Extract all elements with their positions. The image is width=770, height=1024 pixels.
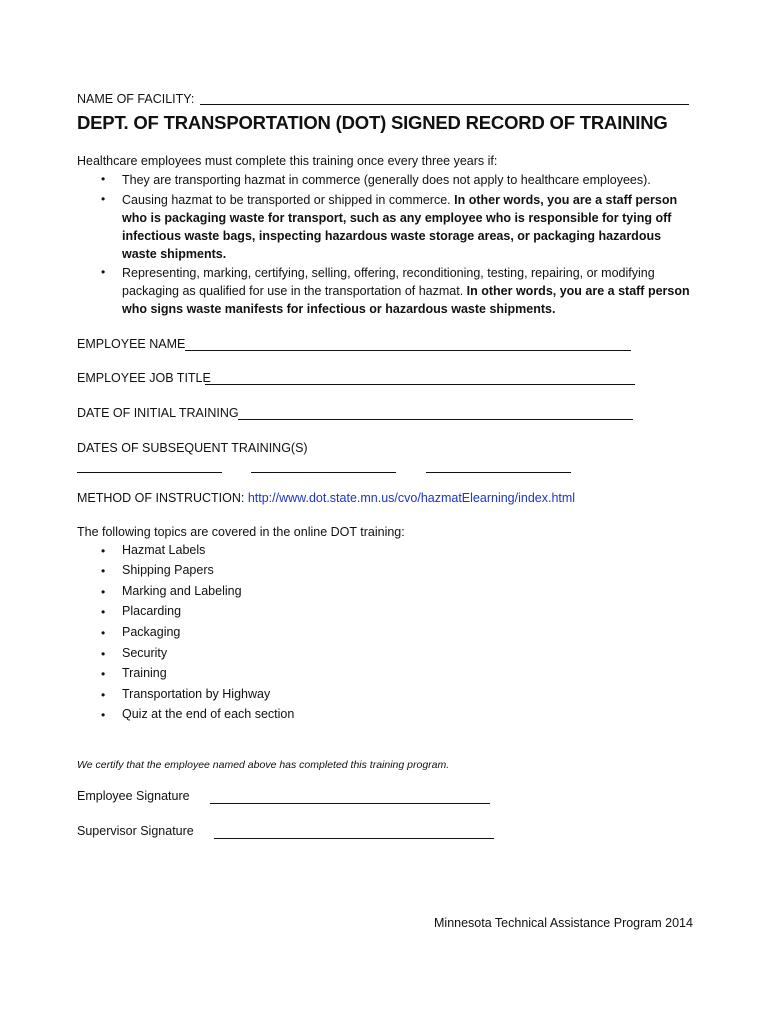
- bullet-icon: •: [101, 544, 106, 558]
- supervisor-signature-line[interactable]: [214, 838, 494, 839]
- topic-item: Marking and Labeling: [122, 584, 242, 598]
- bullet-icon: •: [101, 172, 106, 186]
- bullet-icon: •: [101, 564, 106, 578]
- bullet-icon: •: [101, 585, 106, 599]
- dates-subsequent-label: DATES OF SUBSEQUENT TRAINING(S): [77, 441, 308, 455]
- bullet-icon: •: [101, 192, 106, 206]
- date-initial-label: DATE OF INITIAL TRAINING: [77, 406, 239, 420]
- topics-intro: The following topics are covered in the online DOT training:: [77, 525, 405, 539]
- certify-statement: We certify that the employee named above has completed this training program.: [77, 759, 450, 771]
- topic-item: Quiz at the end of each section: [122, 707, 295, 721]
- bullet-icon: •: [101, 667, 106, 681]
- subsequent-date-line-3[interactable]: [426, 472, 571, 473]
- employee-job-title-label: EMPLOYEE JOB TITLE: [77, 371, 211, 385]
- employee-name-label: EMPLOYEE NAME: [77, 337, 186, 351]
- date-initial-input-line[interactable]: [238, 419, 633, 420]
- footer-text: Minnesota Technical Assistance Program 2014: [434, 916, 693, 930]
- bullet-icon: •: [101, 626, 106, 640]
- page-title: DEPT. OF TRANSPORTATION (DOT) SIGNED RECORD OF TRAINING: [77, 112, 668, 133]
- method-label: METHOD OF INSTRUCTION:: [77, 491, 248, 505]
- subsequent-date-line-2[interactable]: [251, 472, 396, 473]
- topic-item: Packaging: [122, 625, 181, 639]
- criteria-item-1: They are transporting hazmat in commerce (generally does not apply to healthcare employees).: [122, 173, 651, 187]
- facility-input-line[interactable]: [200, 104, 689, 105]
- topic-item: Shipping Papers: [122, 563, 214, 577]
- bullet-icon: •: [101, 688, 106, 702]
- method-url-link[interactable]: http://www.dot.state.mn.us/cvo/hazmatElearning/index.html: [247, 491, 576, 505]
- facility-label: NAME OF FACILITY:: [77, 92, 195, 106]
- topic-item: Hazmat Labels: [122, 543, 206, 557]
- subsequent-date-line-1[interactable]: [77, 472, 222, 473]
- employee-signature-label: Employee Signature: [77, 789, 190, 803]
- supervisor-signature-label: Supervisor Signature: [77, 824, 194, 838]
- topic-item: Training: [122, 666, 167, 680]
- method-of-instruction: [77, 491, 575, 505]
- topic-item: Transportation by Highway: [122, 687, 271, 701]
- topic-item: Security: [122, 646, 168, 660]
- criteria-item-2: Causing hazmat to be transported or shipped in commerce. In other words, you are a staff person who is packaging waste for transport, such as any employee who is responsible for tying off infectious waste bags, inspecting hazardous waste storage areas, or packaging hazardous waste shipments.: [122, 193, 678, 261]
- criteria-item-3: Representing, marking, certifying, selling, offering, reconditioning, testing, repairing, or modifying packaging as qualified for use in the transportation of hazmat. In other words, you are a staff person who signs waste manifests for infectious or hazardous waste shipments.: [122, 266, 690, 316]
- employee-signature-line[interactable]: [210, 803, 490, 804]
- bullet-icon: •: [101, 647, 106, 661]
- topic-item: Placarding: [122, 604, 182, 618]
- bullet-icon: •: [101, 265, 106, 279]
- intro-text: Healthcare employees must complete this training once every three years if:: [77, 154, 498, 168]
- employee-name-input-line[interactable]: [185, 350, 631, 351]
- bullet-icon: •: [101, 708, 106, 722]
- employee-job-title-input-line[interactable]: [205, 384, 635, 385]
- bullet-icon: •: [101, 605, 106, 619]
